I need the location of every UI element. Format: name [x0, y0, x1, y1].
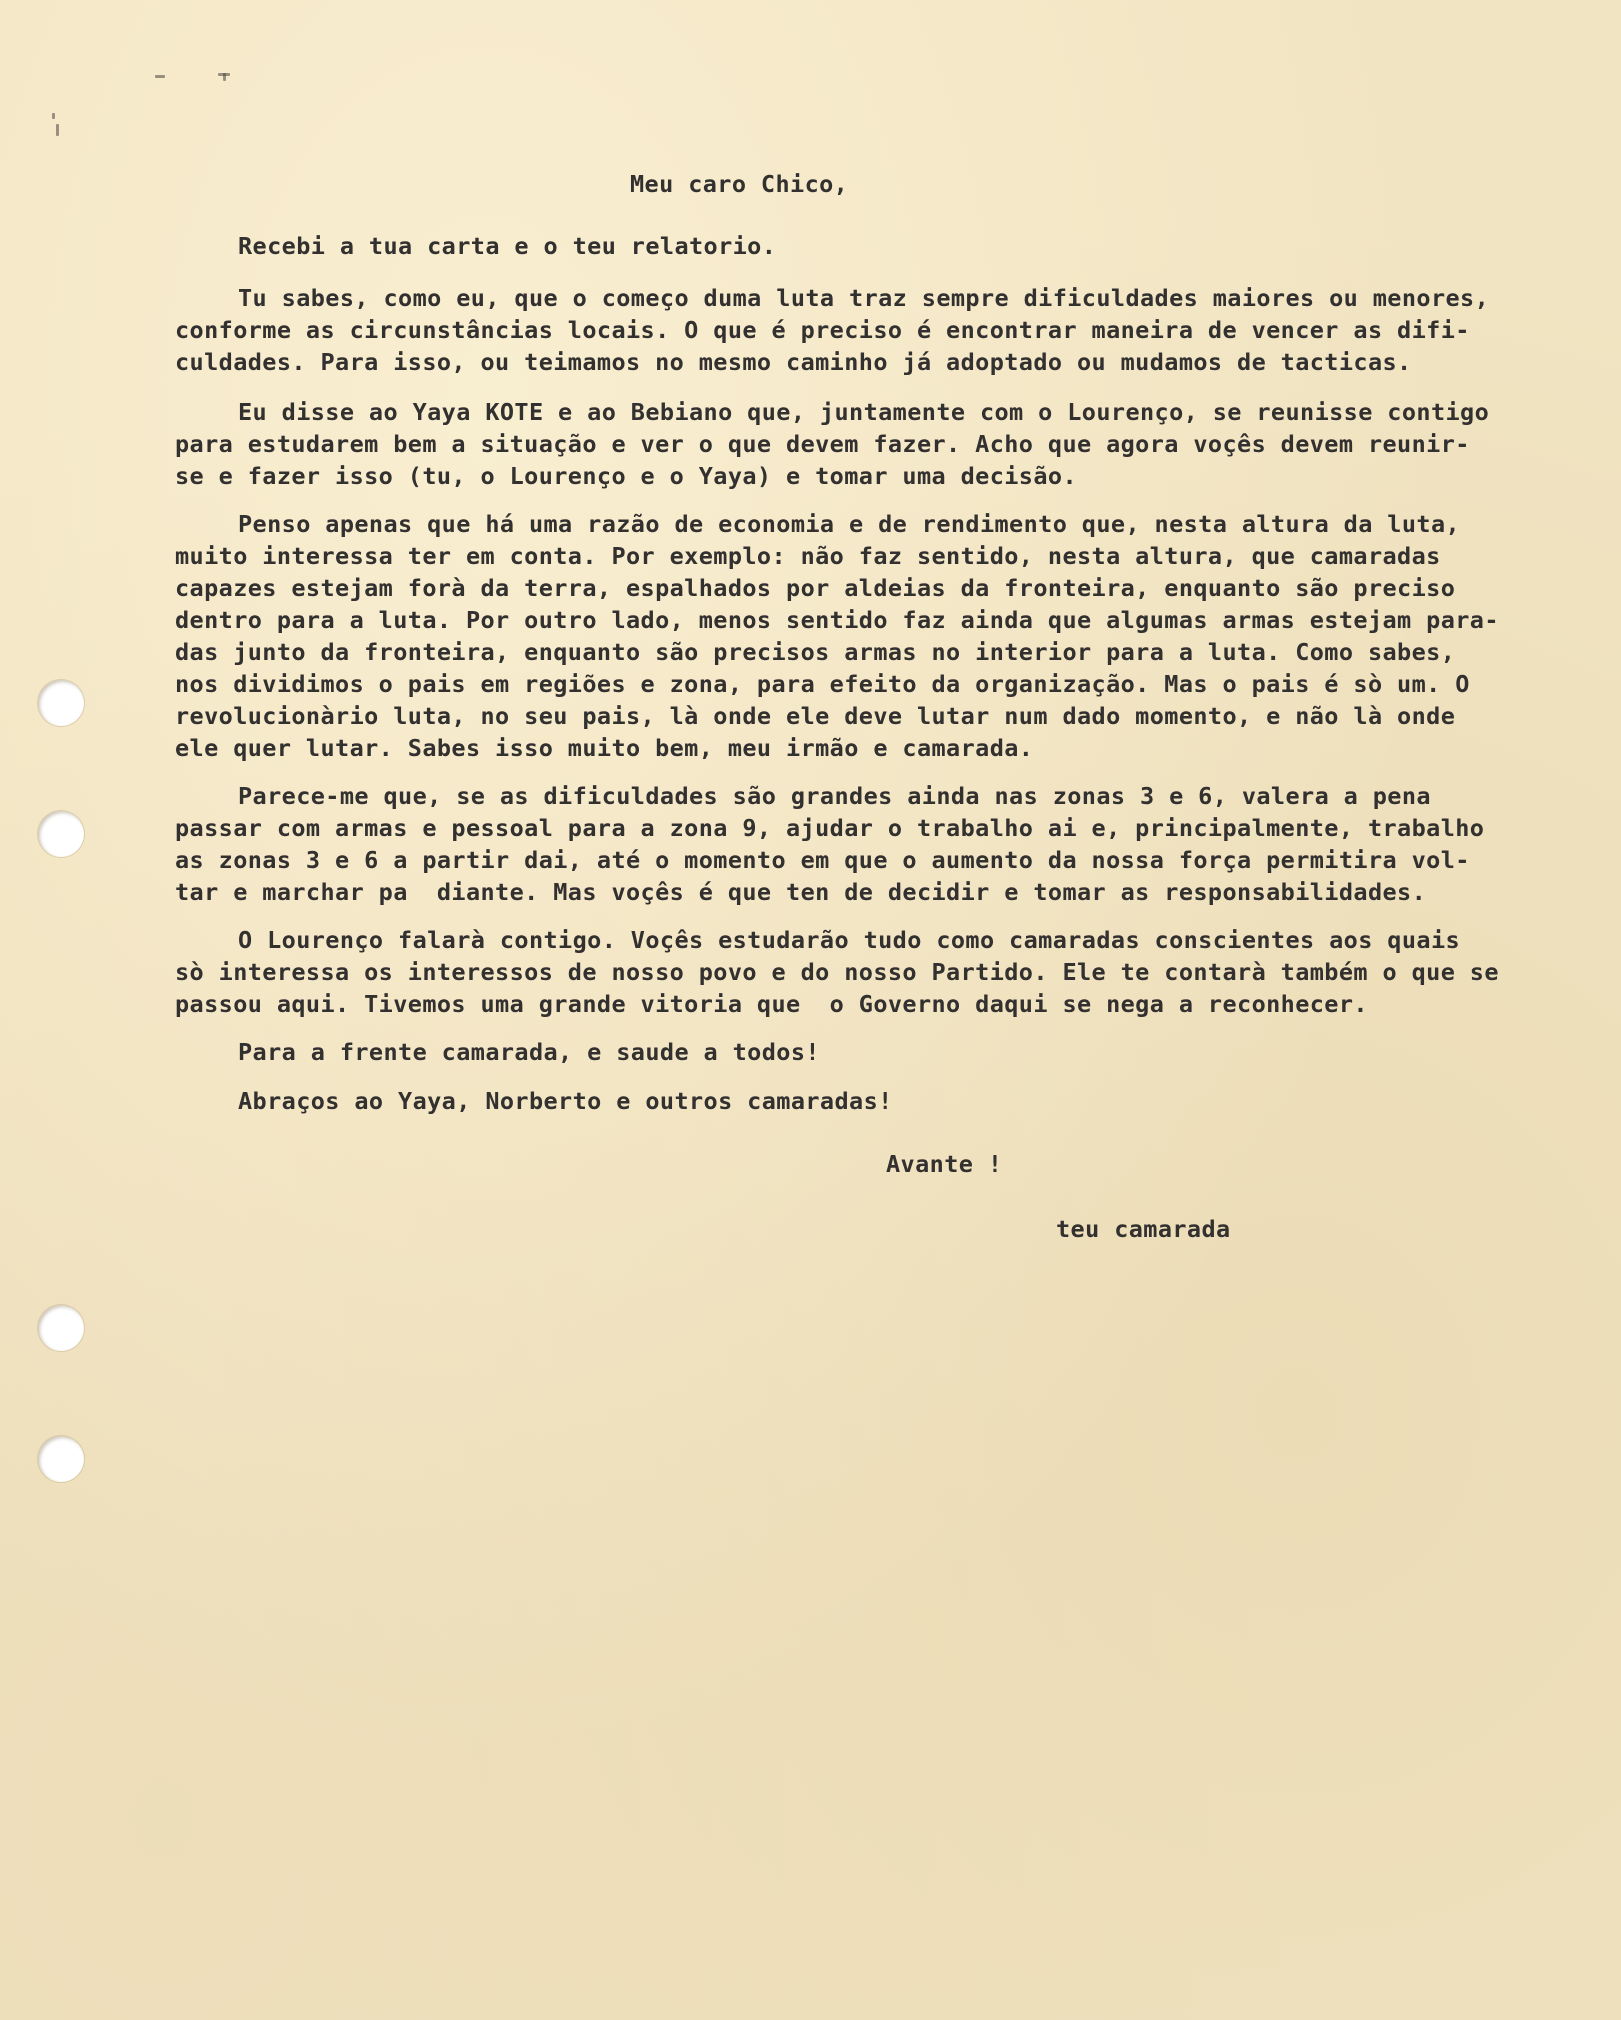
text-line: muito interessa ter em conta. Por exemplo: não faz sentido, nesta altura, que camaradas	[175, 542, 1441, 570]
closing: Avante !	[886, 1150, 1003, 1178]
text-line: se e fazer isso (tu, o Lourenço e o Yaya) e tomar uma decisão.	[175, 462, 1077, 490]
text-line: Recebi a tua carta e o teu relatorio.	[238, 232, 777, 260]
punch-hole	[38, 811, 84, 857]
paragraph-2	[175, 282, 1600, 378]
text-line: Abraços ao Yaya, Norberto e outros camaradas!	[238, 1087, 893, 1115]
text-line: para estudarem bem a situação e ver o que devem fazer. Acho que agora voçês devem reunir-	[175, 430, 1470, 458]
text-line: revolucionàrio luta, no seu pais, là onde ele deve lutar num dado momento, e não là onde	[175, 702, 1456, 730]
text-line: O Lourenço falarà contigo. Voçês estudarão tudo como camaradas conscientes aos quais	[238, 926, 1461, 954]
text-line: nos dividimos o pais em regiões e zona, para efeito da organização. Mas o pais é sò um. O	[175, 670, 1470, 698]
punch-hole	[38, 1436, 84, 1482]
paragraph-3	[175, 396, 1600, 492]
text-line: Para a frente camarada, e saude a todos!	[238, 1038, 820, 1066]
paragraph-7	[175, 1036, 1600, 1068]
text-line: capazes estejam forà da terra, espalhados por aldeias da fronteira, enquanto são preciso	[175, 574, 1456, 602]
ink-speck	[52, 113, 55, 119]
paragraph-6	[175, 924, 1600, 1020]
text-line: Penso apenas que há uma razão de economia e de rendimento que, nesta altura da luta,	[238, 510, 1461, 538]
text-line: as zonas 3 e 6 a partir dai, até o momento em que o aumento da nossa força permitira vol-	[175, 846, 1470, 874]
ink-speck	[155, 75, 165, 78]
text-line: passou aqui. Tivemos uma grande vitoria que o Governo daqui se nega a reconhecer.	[175, 990, 1368, 1018]
paragraph-8	[175, 1085, 1600, 1117]
punch-hole	[38, 1305, 84, 1351]
salutation: Meu caro Chico,	[630, 170, 849, 198]
text-line: conforme as circunstâncias locais. O que é preciso é encontrar maneira de vencer as difi-	[175, 316, 1470, 344]
text-line: culdades. Para isso, ou teimamos no mesmo caminho já adoptado ou mudamos de tacticas.	[175, 348, 1412, 376]
ink-speck	[56, 124, 59, 136]
text-line: sò interessa os interessos de nosso povo e do nosso Partido. Ele te contarà também o que se	[175, 958, 1499, 986]
text-line: Eu disse ao Yaya KOTE e ao Bebiano que, juntamente com o Lourenço, se reunisse contigo	[238, 398, 1490, 426]
punch-hole	[38, 680, 84, 726]
text-line: tar e marchar pa diante. Mas voçês é que ten de decidir e tomar as responsabilidades.	[175, 878, 1427, 906]
paragraph-1	[175, 230, 1600, 262]
text-line: Tu sabes, como eu, que o começo duma luta traz sempre dificuldades maiores ou menores,	[238, 284, 1490, 312]
text-line: ele quer lutar. Sabes isso muito bem, meu irmão e camarada.	[175, 734, 1034, 762]
paragraph-5	[175, 780, 1600, 908]
ink-speck	[223, 73, 226, 81]
text-line: passar com armas e pessoal para a zona 9, ajudar o trabalho ai e, principalmente, trabalho	[175, 814, 1485, 842]
text-line: Parece-me que, se as dificuldades são grandes ainda nas zonas 3 e 6, valera a pena	[238, 782, 1431, 810]
paragraph-4	[175, 508, 1600, 764]
signature: teu camarada	[1056, 1215, 1231, 1243]
text-line: das junto da fronteira, enquanto são precisos armas no interior para a luta. Como sabes,	[175, 638, 1456, 666]
text-line: dentro para a luta. Por outro lado, menos sentido faz ainda que algumas armas estejam para-	[175, 606, 1499, 634]
